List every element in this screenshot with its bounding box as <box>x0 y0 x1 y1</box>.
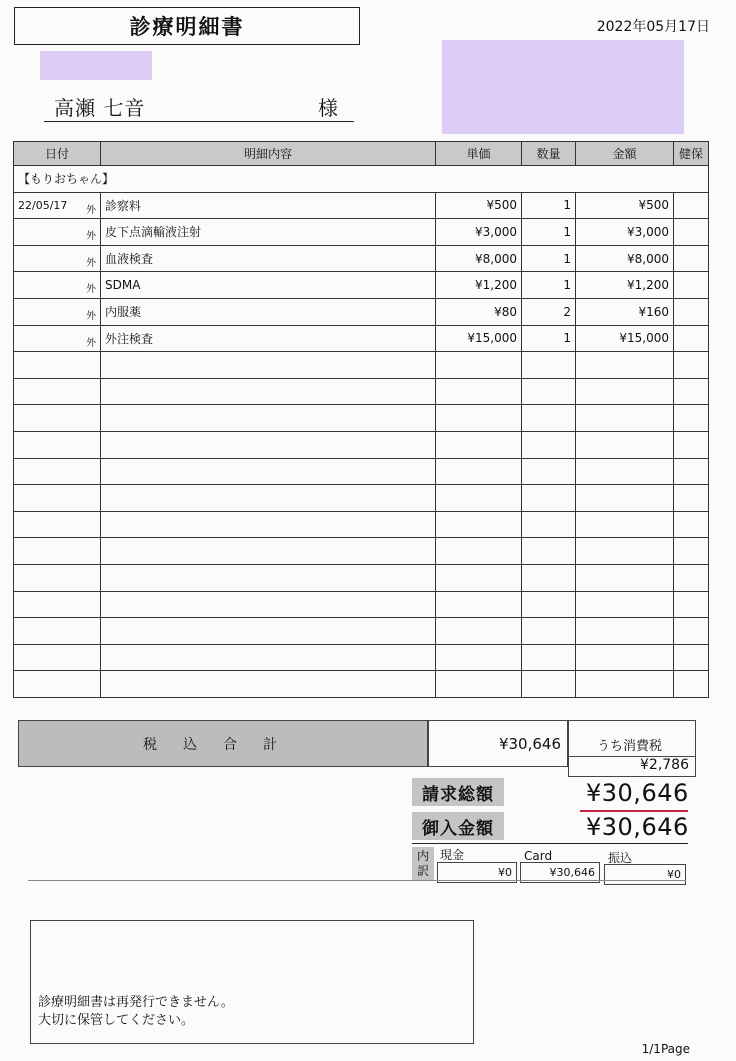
redacted-block-clinic <box>442 40 684 134</box>
empty-cell <box>674 671 709 698</box>
itemized-table <box>13 141 709 698</box>
group-label: 【もりおちゃん】 <box>14 166 709 193</box>
empty-cell <box>436 538 522 565</box>
empty-cell <box>101 591 436 618</box>
row-date <box>14 192 101 219</box>
table-row-empty <box>14 644 709 671</box>
empty-cell <box>576 618 674 645</box>
empty-cell <box>101 511 436 538</box>
row-unit-price: ¥1,200 <box>436 272 522 299</box>
empty-cell <box>436 591 522 618</box>
row-date <box>14 272 101 299</box>
empty-cell <box>14 591 101 618</box>
row-unit-price: ¥8,000 <box>436 245 522 272</box>
consumption-tax-box <box>568 720 696 777</box>
row-amount: ¥8,000 <box>576 245 674 272</box>
row-insurance <box>674 298 709 325</box>
table-row-empty <box>14 511 709 538</box>
empty-cell <box>14 511 101 538</box>
empty-cell <box>674 618 709 645</box>
consumption-tax-value: ¥2,786 <box>640 757 689 773</box>
empty-cell <box>14 538 101 565</box>
notice-text <box>38 994 234 1030</box>
table-row <box>14 298 709 325</box>
empty-cell <box>522 352 576 379</box>
name-underline <box>44 121 354 122</box>
row-quantity: 1 <box>522 192 576 219</box>
empty-cell <box>674 644 709 671</box>
payment-transfer-label: 振込 <box>608 851 633 865</box>
page-indicator: 1/1Page <box>641 1042 690 1056</box>
row-unit-price: ¥80 <box>436 298 522 325</box>
empty-cell <box>522 644 576 671</box>
row-visit-type: 外 <box>86 231 96 243</box>
empty-cell <box>522 618 576 645</box>
empty-cell <box>576 458 674 485</box>
row-description: SDMA <box>101 272 436 299</box>
row-amount: ¥500 <box>576 192 674 219</box>
empty-cell <box>101 538 436 565</box>
billed-total-underline <box>580 810 688 812</box>
table-row <box>14 219 709 246</box>
empty-cell <box>576 405 674 432</box>
row-insurance <box>674 192 709 219</box>
row-visit-type: 外 <box>86 257 96 269</box>
empty-cell <box>674 511 709 538</box>
empty-cell <box>436 511 522 538</box>
table-row-empty <box>14 352 709 379</box>
empty-cell <box>674 405 709 432</box>
empty-cell <box>436 564 522 591</box>
empty-cell <box>14 644 101 671</box>
consumption-tax-label: うち消費税 <box>597 739 663 754</box>
table-row <box>14 245 709 272</box>
row-unit-price: ¥15,000 <box>436 325 522 352</box>
empty-cell <box>674 431 709 458</box>
empty-cell <box>576 431 674 458</box>
row-quantity: 1 <box>522 272 576 299</box>
row-description: 血液検査 <box>101 245 436 272</box>
tax-included-total-value: ¥30,646 <box>428 720 568 767</box>
row-visit-type: 外 <box>86 204 96 216</box>
document-title: 診療明細書 <box>14 7 360 45</box>
empty-cell <box>674 485 709 512</box>
empty-cell <box>576 564 674 591</box>
header-unit-price: 単価 <box>436 142 522 166</box>
empty-cell <box>101 644 436 671</box>
empty-cell <box>522 458 576 485</box>
empty-cell <box>522 671 576 698</box>
empty-cell <box>576 644 674 671</box>
issue-date: 2022年05月17日 <box>596 19 710 35</box>
table-row-empty <box>14 671 709 698</box>
row-description: 内服薬 <box>101 298 436 325</box>
table-row-empty <box>14 405 709 432</box>
empty-cell <box>436 644 522 671</box>
row-visit-type: 外 <box>86 310 96 322</box>
empty-cell <box>101 405 436 432</box>
table-row-empty <box>14 458 709 485</box>
table-row-empty <box>14 618 709 645</box>
payment-transfer-value: ¥0 <box>604 864 686 885</box>
row-quantity: 2 <box>522 298 576 325</box>
header-description: 明細内容 <box>101 142 436 166</box>
tax-included-total-label: 税込合計 <box>18 720 428 767</box>
row-description: 診察料 <box>101 192 436 219</box>
empty-cell <box>576 352 674 379</box>
row-visit-type: 外 <box>86 284 96 296</box>
empty-cell <box>436 458 522 485</box>
empty-cell <box>522 405 576 432</box>
empty-cell <box>436 378 522 405</box>
row-insurance <box>674 219 709 246</box>
empty-cell <box>436 618 522 645</box>
empty-cell <box>522 378 576 405</box>
empty-cell <box>101 431 436 458</box>
header-date: 日付 <box>14 142 101 166</box>
section-divider <box>28 880 686 881</box>
received-amount-value: ¥30,646 <box>586 813 689 841</box>
table-row <box>14 192 709 219</box>
empty-cell <box>14 618 101 645</box>
row-unit-price: ¥500 <box>436 192 522 219</box>
empty-cell <box>14 431 101 458</box>
empty-cell <box>436 352 522 379</box>
empty-cell <box>436 405 522 432</box>
row-description: 外注検査 <box>101 325 436 352</box>
payment-cash-label: 現金 <box>440 848 465 862</box>
empty-cell <box>101 352 436 379</box>
table-row-empty <box>14 538 709 565</box>
payment-card-label: Card <box>524 849 553 863</box>
redacted-block-small <box>40 51 152 80</box>
empty-cell <box>522 538 576 565</box>
header-insurance: 健保 <box>674 142 709 166</box>
table-header-row <box>14 142 709 166</box>
row-visit-type: 外 <box>86 337 96 349</box>
breakdown-label: 内訳 <box>412 847 434 881</box>
empty-cell <box>14 352 101 379</box>
billed-total-value: ¥30,646 <box>586 779 689 807</box>
row-amount: ¥1,200 <box>576 272 674 299</box>
row-date <box>14 245 101 272</box>
row-insurance <box>674 245 709 272</box>
empty-cell <box>522 511 576 538</box>
empty-cell <box>576 378 674 405</box>
row-description: 皮下点滴輸液注射 <box>101 219 436 246</box>
empty-cell <box>576 511 674 538</box>
empty-cell <box>101 618 436 645</box>
empty-cell <box>101 564 436 591</box>
empty-cell <box>522 591 576 618</box>
empty-cell <box>14 378 101 405</box>
empty-cell <box>674 458 709 485</box>
empty-cell <box>436 485 522 512</box>
notice-line-2: 大切に保管してください。 <box>38 1013 195 1028</box>
empty-cell <box>674 538 709 565</box>
row-insurance <box>674 272 709 299</box>
empty-cell <box>674 352 709 379</box>
row-quantity: 1 <box>522 219 576 246</box>
empty-cell <box>14 458 101 485</box>
received-underline <box>412 843 688 844</box>
empty-cell <box>674 591 709 618</box>
row-date <box>14 298 101 325</box>
header-amount: 金額 <box>576 142 674 166</box>
empty-cell <box>14 671 101 698</box>
table-row-empty <box>14 591 709 618</box>
customer-name: 高瀬 七音 <box>54 96 146 120</box>
empty-cell <box>101 671 436 698</box>
row-date-text: 22/05/17 <box>18 198 68 212</box>
row-quantity: 1 <box>522 245 576 272</box>
empty-cell <box>576 671 674 698</box>
group-row <box>14 166 709 193</box>
empty-cell <box>522 564 576 591</box>
empty-cell <box>576 591 674 618</box>
empty-cell <box>674 564 709 591</box>
empty-cell <box>101 458 436 485</box>
row-date <box>14 219 101 246</box>
payment-card-value: ¥30,646 <box>520 862 600 883</box>
row-amount: ¥3,000 <box>576 219 674 246</box>
empty-cell <box>101 485 436 512</box>
empty-cell <box>14 405 101 432</box>
notice-line-1: 診療明細書は再発行できません。 <box>38 995 234 1010</box>
empty-cell <box>522 431 576 458</box>
empty-cell <box>101 378 436 405</box>
billed-total-label: 請求総額 <box>412 778 504 806</box>
row-amount: ¥160 <box>576 298 674 325</box>
table-row-empty <box>14 378 709 405</box>
table-row <box>14 325 709 352</box>
customer-honorific: 様 <box>318 96 338 120</box>
row-date <box>14 325 101 352</box>
table-row <box>14 272 709 299</box>
payment-cash-value: ¥0 <box>437 862 517 883</box>
empty-cell <box>522 485 576 512</box>
empty-cell <box>14 564 101 591</box>
row-quantity: 1 <box>522 325 576 352</box>
table-row-empty <box>14 485 709 512</box>
received-amount-label: 御入金額 <box>412 812 504 840</box>
empty-cell <box>436 671 522 698</box>
empty-cell <box>576 485 674 512</box>
empty-cell <box>674 378 709 405</box>
row-unit-price: ¥3,000 <box>436 219 522 246</box>
header-quantity: 数量 <box>522 142 576 166</box>
row-insurance <box>674 325 709 352</box>
row-amount: ¥15,000 <box>576 325 674 352</box>
table-row-empty <box>14 431 709 458</box>
empty-cell <box>14 485 101 512</box>
empty-cell <box>436 431 522 458</box>
empty-cell <box>576 538 674 565</box>
table-row-empty <box>14 564 709 591</box>
